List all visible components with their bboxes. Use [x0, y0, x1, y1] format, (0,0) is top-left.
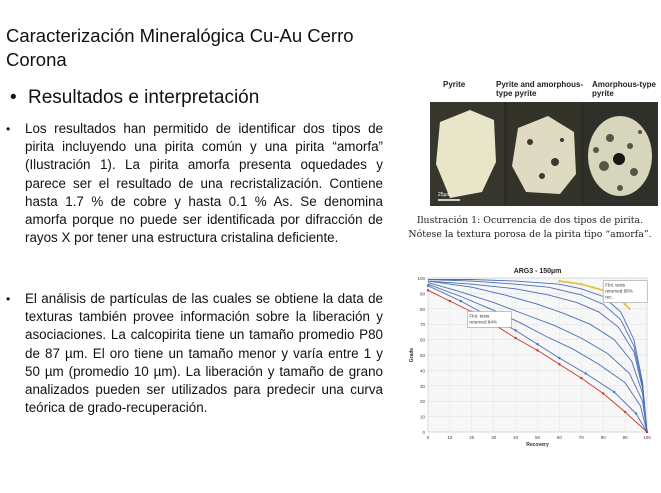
paragraph-1	[6, 120, 383, 247]
annotation-text: Flot. tests	[469, 313, 490, 319]
y-tick-label: 70	[419, 322, 425, 328]
micrograph-image	[430, 102, 658, 206]
data-point	[613, 391, 615, 393]
y-tick-label: 10	[419, 414, 425, 420]
paragraph-1-text: Los resultados han permitido de identificar dos tipos de pirita incluyendo una pirita común y una pirita “amorfa” (Ilustración 1). La pirita amorfa presenta oquedades y parece ser el resultado de una recristalización. Contiene hasta 1.7 % de cobre y hasta 0.1 % As. Se denomina amorfa porque no puede ser identificada por difracción de rayos X por tener una estructura cristalina deficiente.	[25, 121, 383, 246]
x-tick-label: 70	[578, 435, 584, 440]
data-point	[427, 285, 429, 287]
data-point	[591, 286, 593, 288]
data-point	[602, 392, 604, 394]
chart-title: ARG3 - 150µm	[513, 268, 562, 275]
y-tick-label: 80	[419, 306, 425, 312]
x-tick-label: 80	[600, 435, 606, 440]
paragraph-2-text: El análisis de partículas de las cuales se obtiene la data de texturas también provee información sobre la liberación y asociaciones. La calcopirita tiene un tamaño promedio P80 de 87 µm. El oro tiene un tamaño menor y varía entre 1 y 50 µm (promedio 10 µm). La liberación y tamaño de grano analizados pueden ser utilizados para predecir una curva teórica de grado-recuperación.	[25, 291, 383, 416]
x-tick-label: 20	[469, 435, 475, 440]
annotation-text: returned 95%	[605, 288, 633, 294]
x-tick-label: 0	[426, 435, 430, 440]
section-heading	[10, 86, 259, 110]
data-point	[536, 349, 538, 351]
data-point	[558, 280, 560, 282]
data-point	[584, 372, 586, 374]
data-point	[427, 289, 429, 291]
pyrite-figure	[430, 76, 658, 206]
data-point	[628, 308, 630, 310]
data-point	[635, 412, 637, 414]
bullet: •	[6, 122, 11, 136]
bullet: •	[6, 292, 11, 306]
heading-bullet: •	[10, 87, 17, 108]
annotation-text: rec.	[605, 294, 613, 300]
y-tick-label: 50	[419, 353, 425, 358]
x-tick-label: 100	[643, 435, 651, 440]
label-pyrite: Pyrite	[443, 80, 466, 89]
data-point	[460, 300, 462, 302]
x-tick-label: 50	[534, 435, 541, 440]
data-point	[536, 343, 538, 345]
figure-caption: Ilustración 1: Ocurrencia de dos tipos de pirita. Nótese la textura porosa de la pirita tipo “amorfa”.	[408, 215, 652, 240]
annotation-text: Flot. tests	[605, 282, 626, 288]
y-tick-label: 60	[419, 337, 425, 343]
data-point	[558, 363, 560, 365]
heading-text: Resultados e interpretación	[28, 87, 260, 108]
data-point	[580, 283, 582, 285]
x-axis-label: Recovery	[526, 442, 549, 448]
x-tick-label: 60	[556, 435, 562, 440]
y-tick-label: 90	[419, 291, 425, 297]
data-point	[514, 337, 516, 339]
scale-label: 25µm	[438, 192, 451, 198]
x-tick-label: 40	[513, 435, 519, 440]
mixed-grain	[512, 116, 576, 194]
y-tick-label: 100	[417, 276, 425, 281]
label-pyrite-amorphous: Pyrite and amorphous-type pyrite	[496, 80, 584, 98]
y-tick-label: 0	[422, 430, 425, 435]
data-point	[624, 303, 626, 305]
data-point	[624, 411, 626, 413]
data-point	[449, 300, 451, 302]
slide-title: Caracterización Mineralógica Cu-Au Cerro Corona	[6, 25, 354, 70]
y-tick-label: 40	[419, 368, 425, 374]
y-axis-label: Grade	[409, 347, 415, 363]
x-tick-label: 10	[447, 435, 453, 440]
x-tick-label: 30	[491, 435, 497, 440]
data-point	[569, 281, 571, 283]
data-point	[558, 357, 560, 359]
label-amorphous: Amorphous-type pyrite	[592, 80, 656, 98]
data-point	[514, 329, 516, 331]
x-tick-label: 90	[622, 435, 628, 440]
y-tick-label: 20	[419, 399, 425, 405]
y-tick-label: 30	[419, 383, 425, 389]
annotation-text: returned 84%	[469, 319, 498, 325]
grade-recovery-chart	[405, 262, 657, 450]
data-point	[646, 431, 648, 433]
data-point	[580, 377, 582, 379]
paragraph-2	[6, 290, 383, 417]
